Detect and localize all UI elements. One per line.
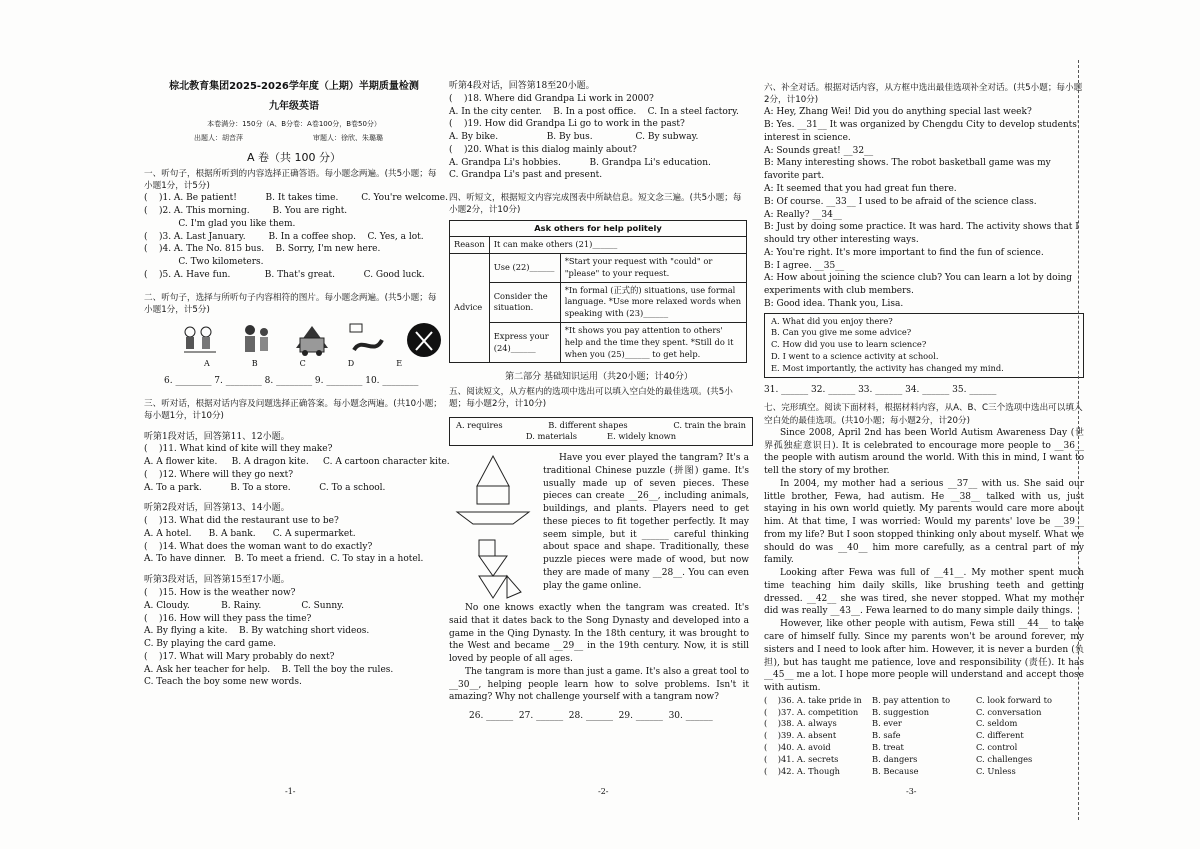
option-box: A. What did you enjoy there? B. Can you give me some advice? C. How did you use to learn science? D. I went to a science activity at school. E. Most importantly, the activity has changed my mind. xyxy=(764,313,1084,378)
cloze-option: C. control xyxy=(976,741,1018,752)
section-6-heading: 六、补全对话。根据对话内容，从方框中选出最佳选项补全对话。(共5小题；每小题2分，计10分) xyxy=(764,83,1083,106)
dialog-line: B: Of course. __33__ I used to be afraid of the science class. xyxy=(764,196,1037,207)
list-item: C. I'm glad you like them. xyxy=(144,218,296,229)
list-item: A. Cloudy. B. Rainy. C. Sunny. xyxy=(144,600,344,611)
snake-picture xyxy=(348,322,388,358)
dialog-line: A: You're right. It's more important to find the fun of science. xyxy=(764,247,1044,258)
cloze-option: ( )42. A. Though xyxy=(764,765,840,776)
cloze-option: ( )36. A. take pride in xyxy=(764,694,862,705)
cloze-option: B. ever xyxy=(872,718,902,729)
section-a-title: A 卷（共 100 分） xyxy=(246,151,341,165)
cloze-option: B. treat xyxy=(872,741,904,752)
dialog-list xyxy=(764,106,1084,310)
author: 出题人：胡音萍 xyxy=(194,134,243,143)
cloze-options xyxy=(764,695,1084,777)
picture-row xyxy=(144,322,444,358)
dialog-line: B: Just by doing some practice. It was hard. The activity shows that I should try other interesting ways. xyxy=(764,222,1079,246)
list-item: ( )3. A. Last January. B. In a coffee shop. C. Yes, a lot. xyxy=(144,231,424,242)
list-item: ( )18. Where did Grandpa Li work in 2000? xyxy=(449,93,654,104)
dialog-line: A: How about joining the science club? You can learn a lot by doing experiments with club members. xyxy=(764,273,1073,297)
cloze-option: C. conversation xyxy=(976,706,1042,717)
dialog-3-heading: 听第3段对话，回答第15至17小题。 xyxy=(144,575,290,586)
list-item: ( )20. What is this dialog mainly about? xyxy=(449,144,637,155)
exam-meta: 本卷满分：150分（A、B分卷：A卷100分，B卷50分） xyxy=(207,120,381,129)
dialog-line: B: Good idea. Thank you, Lisa. xyxy=(764,298,904,309)
cloze-option: ( )38. A. always xyxy=(764,718,837,729)
passage-paragraph: Have you ever played the tangram? It's a traditional Chinese puzzle (拼图) game. It's usually made up of seven pieces. These pieces can create __26__, including animals, buildings, and plants. Players need to get these pieces to fit together perfectly. It may seem simple, but it ______ careful thinking about space and shape. Traditionally, these puzzle pieces were made of wood, but now they are made of many __28__. You can even play the game online. xyxy=(543,453,749,591)
train-picture xyxy=(292,322,332,358)
passage-paragraph: The tangram is more than just a game. It's also a great tool to __30__, helping people learn how to solve problems. Isn't it amazing? Why not challenge yourself with a tangram now? xyxy=(449,666,749,703)
cloze-option: B. suggestion xyxy=(872,706,930,717)
list-item: ( )11. What kind of kite will they make? xyxy=(144,444,333,455)
cloze-option: B. dangers xyxy=(872,753,918,764)
passage-paragraph: However, like other people with autism, Fewa still __44__ to take care of himself fully. Since my parents won't be around forever, my sisters and I need to look after him. However, it is never a burden (负担), but has taught me patience, love and responsibility (责任). It has __45__ me a lot. I hope more people will understand and accept those with autism. xyxy=(764,619,1084,694)
table-row: Advice Use (22)______ *Start your request with "could" or "please" to your request. xyxy=(450,254,747,283)
table-row: Consider the situation. *In formal (正式的) situations, use formal language. *Use more relaxed words when speaking with (23)______ xyxy=(450,282,747,322)
list-item: ( )19. How did Grandpa Li go to work in the past? xyxy=(449,119,685,130)
dialog-4-heading: 听第4段对话，回答第18至20小题。 xyxy=(449,81,595,91)
cloze-option: C. look forward to xyxy=(976,694,1052,705)
section-5-blanks: 26. ______ 27. ______ 28. ______ 29. ______ 30. ______ xyxy=(469,711,713,722)
list-item: ( )13. What did the restaurant use to be? xyxy=(144,516,339,527)
cloze-option: B. Because xyxy=(872,765,919,776)
passage-paragraph: No one knows exactly when the tangram was created. It's said that it dates back to the Song Dynasty and developed into a game in the Qing Dynasty. In the 18th century, it was brought to the West and became __29__ in the 19th century. Now, it is still loved by people of all ages. xyxy=(449,603,749,665)
list-item: ( )16. How will they pass the time? xyxy=(144,613,312,624)
list-item: A. A flower kite. B. A dragon kite. C. A cartoon character kite. xyxy=(144,457,450,468)
section-1-items xyxy=(144,192,448,281)
list-item: ( )12. Where will they go next? xyxy=(144,469,294,480)
exam-authors xyxy=(144,134,444,144)
dialog-line: A: It seemed that you had great fun there. xyxy=(764,184,957,194)
list-item: ( )14. What does the woman want to do exactly? xyxy=(144,541,373,552)
list-item: ( )4. A. The No. 815 bus. B. Sorry, I'm new here. xyxy=(144,244,381,255)
list-item: A. To a park. B. To a store. C. To a school. xyxy=(144,482,386,493)
list-item: A. A hotel. B. A bank. C. A supermarket. xyxy=(144,528,356,539)
dialog-line: A: Hey, Zhang Wei! Did you do anything special last week? xyxy=(764,107,1032,118)
cloze-option: B. safe xyxy=(872,730,901,741)
cloze-option: C. challenges xyxy=(976,753,1033,764)
tangram-figure-image xyxy=(449,452,537,602)
list-item: A. Ask her teacher for help. B. Tell the boy the rules. xyxy=(144,664,394,675)
section-5-heading: 五、阅读短文，从方框内的选项中选出可以填入空白处的最佳选项。(共5小题；每小题2分，计10分) xyxy=(449,387,733,410)
page-number-3: -3- xyxy=(906,787,917,796)
cloze-option: B. pay attention to xyxy=(872,694,951,705)
list-item: ( )15. How is the weather now? xyxy=(144,587,296,598)
cloze-option: ( )39. A. absent xyxy=(764,730,837,741)
fold-line xyxy=(1078,60,1079,820)
section-7-heading: 七、完形填空。阅读下面材料，根据材料内容，从A、B、C三个选项中选出可以填入空白处的最佳选项。(共10小题；每小题2分，计20分) xyxy=(764,403,1083,426)
list-item: A. By flying a kite. B. By watching short videos. xyxy=(144,626,370,637)
dialog-line: A: Really? __34__ xyxy=(764,209,842,220)
section-3-heading: 三、听对话，根据对话内容及问题选择正确答案。每小题念两遍。(共10小题；每小题1分，计10分) xyxy=(144,399,442,422)
list-item: C. Two kilometers. xyxy=(144,257,264,268)
passage-paragraph: In 2004, my mother had a serious __37__ with us. She said our little brother, Fewa, had autism. He __38__ talked with us, just staying in his own world quietly. My parents would care more about him. At that time, I was worried: Would my parents' love be __39__ from my life? But I soon stopped thinking only about myself. What we should do was __40__ him more carefully, as a central part of my family. xyxy=(764,478,1084,566)
dialog-1-heading: 听第1段对话，回答第11、12小题。 xyxy=(144,431,290,442)
dialog-line: B: Yes. __31__ It was organized by Chengdu City to develop students' interest in science. xyxy=(764,120,1080,143)
list-item: ( )5. A. Have fun. B. That's great. C. Good luck. xyxy=(144,269,425,280)
tangram-passage xyxy=(449,452,749,602)
list-item: A. By bike. B. By bus. C. By subway. xyxy=(449,132,699,143)
list-item: A. To have dinner. B. To meet a friend. C. To stay in a hotel. xyxy=(144,554,424,565)
list-item: C. By playing the card game. xyxy=(144,639,277,650)
table-row: Reason It can make others (21)______ xyxy=(450,237,747,254)
dialog-2-heading: 听第2段对话，回答第13、14小题。 xyxy=(144,503,290,514)
exam-title: 棕北教育集团2025-2026学年度（上期）半期质量检测 xyxy=(169,81,419,92)
dialog-line: A: Sounds great! __32__ xyxy=(764,145,874,156)
passage-paragraph: Looking after Fewa was full of __41__. My mother spent much time teaching him daily skills, like brushing teeth and getting dressed. __42__ she was tired, she never stopped. What my mother did was really __43__. Fewa learned to do many simple daily things. xyxy=(764,568,1084,617)
column-page-3 xyxy=(764,80,1084,777)
column-page-2 xyxy=(449,80,749,723)
cloze-option: ( )41. A. secrets xyxy=(764,753,839,764)
section-4-heading: 四、听短文，根据短文内容完成图表中所缺信息。短文念三遍。(共5小题；每小题2分，计10分) xyxy=(449,193,742,216)
page-number-2: -2- xyxy=(598,787,609,796)
section-6-blanks: 31. ______ 32. ______ 33. ______ 34. ______ 35. ______ xyxy=(764,384,997,395)
table-row: Express your (24)______ *It shows you pay attention to others' help and the time they spent. *Still do it when you (25)______ to get help. xyxy=(450,323,747,363)
children-picture xyxy=(180,322,220,358)
cloze-option: ( )40. A. avoid xyxy=(764,741,831,752)
word-box: A. requires B. different shapes C. train the brain D. materials E. widely known xyxy=(449,417,753,447)
list-item: ( )17. What will Mary probably do next? xyxy=(144,651,335,662)
exam-subtitle: 九年级英语 xyxy=(269,101,319,113)
cloze-option: ( )37. A. competition xyxy=(764,706,859,717)
cloze-option: C. different xyxy=(976,730,1024,741)
list-item: A. In the city center. B. In a post office. C. In a steel factory. xyxy=(449,106,739,117)
table-title: Ask others for help politely xyxy=(450,220,747,237)
cloze-option: C. Unless xyxy=(976,765,1016,776)
picture-labels: A B C D E xyxy=(204,359,403,369)
help-table xyxy=(449,220,747,364)
dialog-line: B: I agree. __35__ xyxy=(764,260,845,271)
cloze-option: C. seldom xyxy=(976,718,1018,729)
people-picture xyxy=(236,322,276,358)
list-item: A. Grandpa Li's hobbies. B. Grandpa Li's education. xyxy=(449,157,711,168)
restaurant-icon xyxy=(404,322,444,358)
list-item: ( )1. A. Be patient! B. It takes time. C. You're welcome. xyxy=(144,193,448,204)
page-number-1: -1- xyxy=(285,787,296,796)
list-item: C. Grandpa Li's past and present. xyxy=(449,170,603,181)
section-1-heading: 一、听句子，根据所听到的内容选择正确答语。每小题念两遍。(共5小题；每小题1分，计5分) xyxy=(144,168,437,192)
dialog-line: B: Many interesting shows. The robot basketball game was my favorite part. xyxy=(764,158,1051,182)
section-2-blanks: 6. ________ 7. ________ 8. ________ 9. ________ 10. ________ xyxy=(164,376,419,387)
reviewer: 审题人：徐欣、朱璐璐 xyxy=(313,134,383,143)
list-item: ( )2. A. This morning. B. You are right. xyxy=(144,206,348,217)
list-item: C. Teach the boy some new words. xyxy=(144,677,302,688)
column-page-1 xyxy=(144,80,450,689)
passage-paragraph: Since 2008, April 2nd has been World Autism Awareness Day (世界孤独症意识日). It is celebrated to encourage more people to __36__ the people with autism around the world. With this in mind, I want to tell the story of my brother. xyxy=(764,427,1084,477)
part-2-heading: 第二部分 基础知识运用（共20小题；计40分） xyxy=(505,372,693,383)
section-2-heading: 二、听句子，选择与所听句子内容相符的图片。每小题念两遍。(共5小题；每小题1分，计5分) xyxy=(144,292,437,315)
